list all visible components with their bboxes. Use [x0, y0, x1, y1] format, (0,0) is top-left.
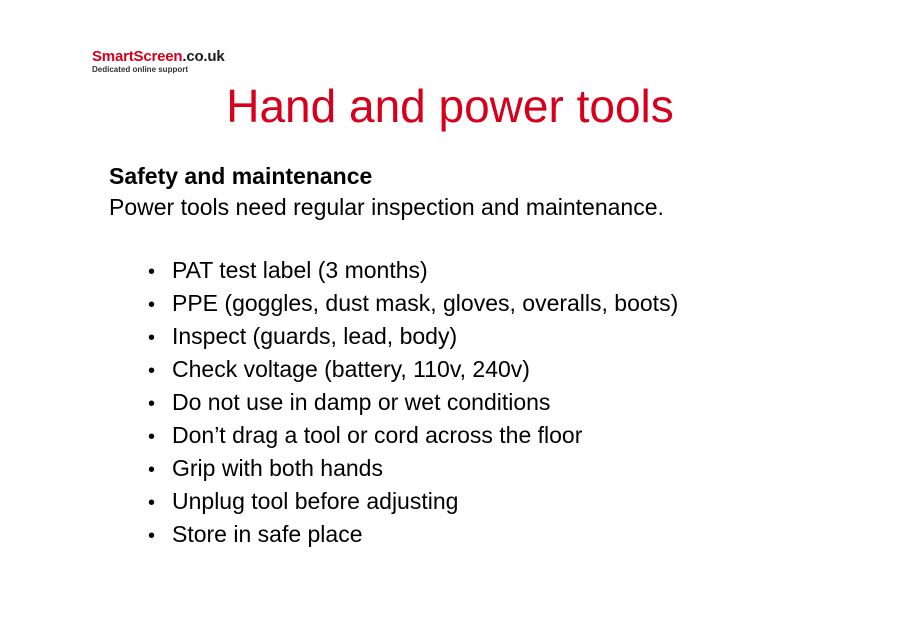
smartscreen-logo [92, 49, 225, 74]
bullet-item [148, 387, 678, 420]
logo-domain: .co.uk [182, 48, 225, 65]
bullet-dot-icon: • [148, 426, 156, 448]
logo-tagline: Dedicated online support [92, 65, 189, 74]
bullet-item [148, 519, 678, 552]
section-heading: Safety and maintenance [109, 163, 373, 189]
bullet-item [148, 486, 678, 519]
bullet-item [148, 288, 678, 321]
bullet-dot-icon: • [148, 294, 156, 316]
bullet-dot-icon: • [148, 492, 156, 514]
bullet-text: Inspect (guards, lead, body) [172, 323, 458, 349]
bullet-item [148, 321, 678, 354]
bullet-item [148, 453, 678, 486]
bullet-text: Store in safe place [172, 521, 363, 547]
bullet-text: PPE (goggles, dust mask, gloves, overalls, boots) [172, 290, 679, 316]
bullet-dot-icon: • [148, 261, 156, 283]
bullet-dot-icon: • [148, 393, 156, 415]
bullet-dot-icon: • [148, 525, 156, 547]
bullet-text: Check voltage (battery, 110v, 240v) [172, 356, 530, 382]
bullet-dot-icon: • [148, 459, 156, 481]
logo-wordmark [92, 49, 225, 64]
bullet-text: Don’t drag a tool or cord across the floor [172, 422, 583, 448]
bullet-text: PAT test label (3 months) [172, 257, 428, 283]
slide-title: Hand and power tools [226, 80, 674, 132]
bullet-text: Do not use in damp or wet conditions [172, 389, 551, 415]
bullet-item [148, 354, 678, 387]
bullet-item [148, 420, 678, 453]
logo-brand: SmartScreen [92, 48, 183, 65]
bullet-text: Grip with both hands [172, 455, 383, 481]
bullet-dot-icon: • [148, 327, 156, 349]
bullet-item [148, 255, 678, 288]
bullet-dot-icon: • [148, 360, 156, 382]
bullet-text: Unplug tool before adjusting [172, 488, 459, 514]
bullet-list [148, 255, 678, 552]
intro-text: Power tools need regular inspection and maintenance. [109, 194, 664, 220]
